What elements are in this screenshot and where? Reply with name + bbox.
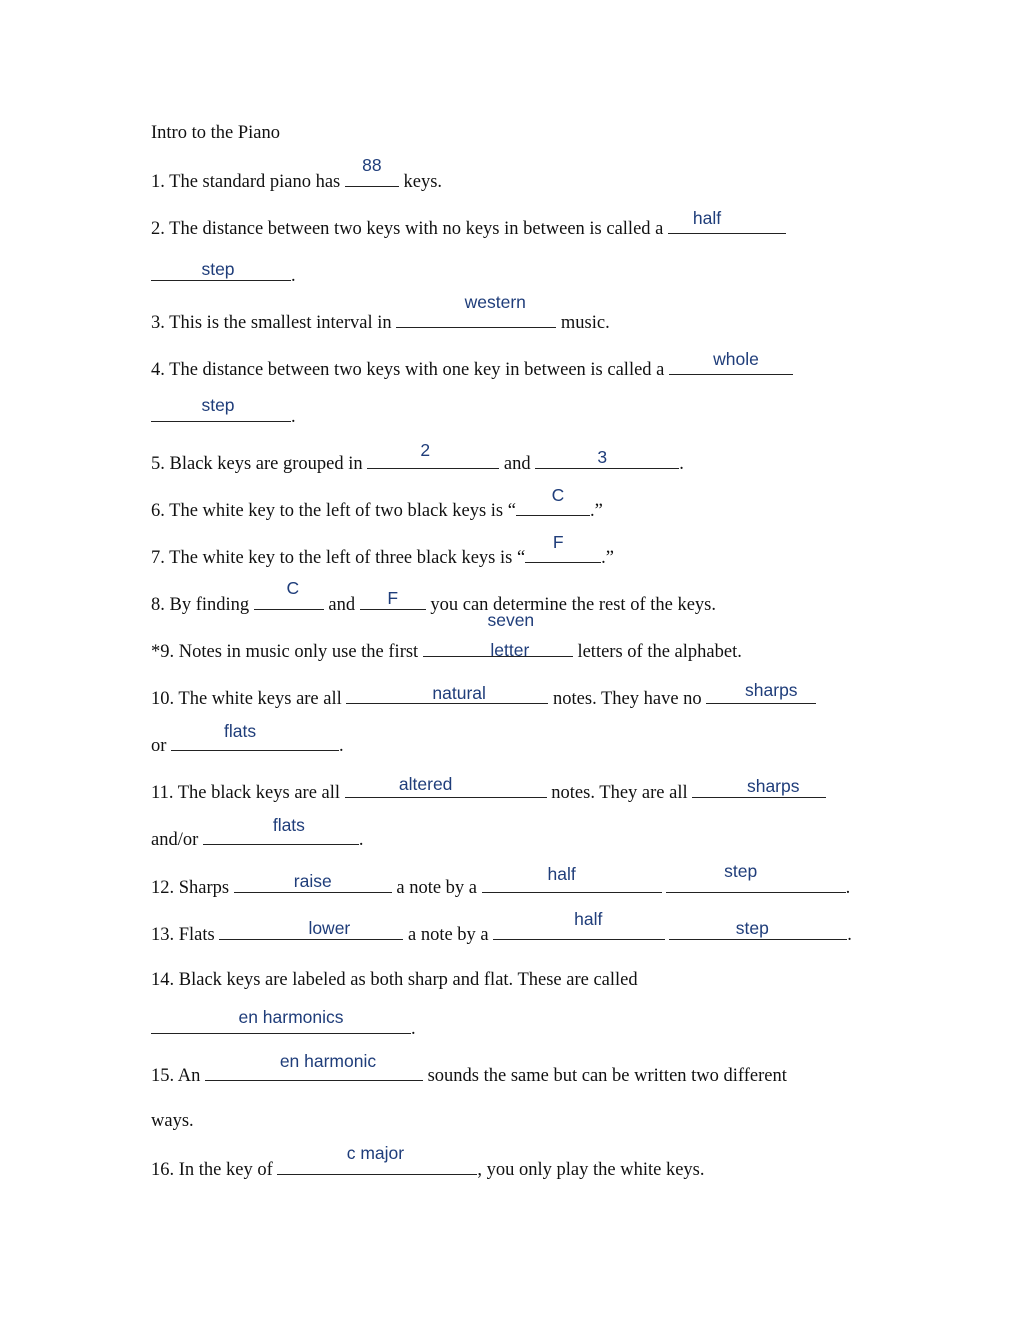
question-text: 13. Flats — [151, 925, 220, 945]
answer-text: half — [547, 864, 576, 884]
question-text: . — [847, 925, 852, 945]
question-text: letters of the alphabet. — [572, 642, 742, 662]
question-text: . — [411, 1019, 416, 1039]
answer-text: western — [464, 292, 526, 312]
answer-blank[interactable] — [669, 349, 793, 375]
question-text: . — [679, 454, 684, 474]
answer-text: raise — [293, 871, 332, 891]
question-text: 16. In the key of — [151, 1160, 278, 1180]
answer-blank[interactable] — [668, 208, 786, 234]
question-10 — [151, 680, 816, 711]
question-text: . — [291, 266, 296, 286]
question-text: keys. — [398, 172, 443, 192]
answer-text: flats — [223, 721, 257, 741]
question-text: sounds the same but can be written two different — [422, 1066, 787, 1086]
question-2-continued — [151, 259, 296, 288]
question-text: and — [323, 595, 360, 615]
question-text: notes. They are all — [546, 783, 693, 803]
question-5 — [151, 440, 684, 476]
answer-text: step — [735, 918, 769, 938]
question-text: 15. An — [151, 1066, 205, 1086]
question-7 — [151, 532, 615, 570]
answer-blank[interactable] — [203, 815, 359, 845]
question-text: 3. This is the smallest interval in — [151, 313, 397, 333]
question-9 — [151, 610, 742, 664]
answer-blank[interactable] — [669, 918, 847, 940]
answer-blank[interactable] — [151, 395, 291, 422]
answer-text: step — [201, 395, 235, 415]
question-text: 4. The distance between two keys with one key in between is called a — [151, 360, 670, 380]
question-16 — [151, 1143, 705, 1182]
answer-text: F — [387, 588, 399, 608]
answer-blank[interactable] — [692, 776, 826, 798]
question-text: 10. The white keys are all — [151, 689, 347, 709]
answer-text: half — [692, 208, 722, 228]
answer-blank[interactable] — [346, 685, 548, 704]
answer-blank[interactable] — [525, 532, 601, 563]
question-12 — [151, 861, 851, 900]
question-text: .” — [589, 501, 603, 521]
question-10-continued — [151, 721, 344, 758]
answer-blank[interactable] — [482, 864, 662, 893]
answer-blank[interactable] — [666, 861, 846, 893]
question-text: 6. The white key to the left of two black keys is “ — [151, 501, 516, 521]
question-text: you can determine the rest of the keys. — [425, 595, 716, 615]
question-2 — [151, 208, 786, 241]
answer-blank[interactable] — [706, 680, 816, 704]
question-text: *9. Notes in music only use the first — [151, 642, 423, 662]
question-14 — [151, 968, 638, 992]
answer-blank[interactable] — [277, 1143, 477, 1175]
question-text: . — [358, 830, 364, 850]
answer-blank[interactable] — [360, 588, 426, 610]
question-15-continued — [151, 1109, 194, 1133]
question-text: music. — [556, 313, 610, 333]
answer-blank[interactable] — [396, 292, 556, 328]
answer-blank[interactable] — [219, 918, 403, 940]
question-15 — [151, 1051, 787, 1088]
answer-blank[interactable] — [535, 447, 679, 469]
question-text: 8. By finding — [151, 595, 254, 615]
question-text: and — [499, 454, 536, 474]
question-11-continued — [151, 815, 364, 852]
answer-blank[interactable] — [423, 610, 573, 660]
answer-text: seven — [487, 610, 535, 630]
answer-text: whole — [713, 349, 759, 369]
question-text: . — [339, 736, 344, 756]
answer-text: step — [724, 861, 758, 881]
answer-blank[interactable] — [254, 578, 324, 610]
question-4 — [151, 349, 793, 382]
question-13 — [151, 909, 852, 947]
answer-text: half — [574, 909, 603, 929]
question-text: a note by a — [403, 925, 494, 945]
question-14-continued — [151, 1007, 416, 1041]
answer-text: 2 — [420, 440, 431, 460]
question-text: 11. The black keys are all — [151, 783, 345, 803]
answer-text: en harmonics — [238, 1007, 344, 1027]
answer-blank[interactable] — [151, 1007, 411, 1034]
answer-text: altered — [398, 774, 453, 794]
answer-text: natural — [432, 683, 486, 703]
answer-blank[interactable] — [171, 721, 339, 751]
answer-text: c major — [346, 1143, 405, 1163]
answer-blank[interactable] — [516, 485, 590, 516]
question-text: 1. The standard piano has — [151, 172, 345, 192]
answer-blank[interactable] — [345, 774, 547, 798]
question-text: 7. The white key to the left of three black keys is “ — [151, 548, 526, 568]
question-8 — [151, 578, 716, 617]
answer-blank[interactable] — [205, 1051, 423, 1081]
question-text: , you only play the white keys. — [477, 1160, 705, 1180]
question-4-continued — [151, 395, 296, 429]
answer-text: 88 — [362, 155, 382, 175]
answer-blank[interactable] — [345, 155, 399, 187]
question-text: . — [291, 407, 296, 427]
answer-text: en harmonic — [279, 1051, 377, 1071]
question-text: or — [151, 736, 172, 756]
question-text: 14. Black keys are labeled as both sharp and flat. These are called — [151, 970, 638, 990]
answer-text: letter — [490, 640, 530, 660]
question-1 — [151, 155, 443, 194]
question-text: 2. The distance between two keys with no keys in between is called a — [151, 219, 668, 239]
answer-blank[interactable] — [151, 259, 291, 281]
answer-text: flats — [272, 815, 305, 835]
answer-text: C — [551, 485, 565, 505]
question-text: 5. Black keys are grouped in — [151, 454, 368, 474]
answer-text: lower — [308, 918, 351, 938]
answer-text: step — [201, 259, 235, 279]
answer-blank[interactable] — [234, 871, 392, 893]
worksheet-title: Intro to the Piano — [151, 123, 280, 143]
question-11 — [151, 774, 826, 805]
question-text: . — [845, 878, 851, 898]
answer-text: C — [286, 578, 300, 598]
question-3 — [151, 292, 610, 335]
question-text: and/or — [151, 830, 203, 850]
question-text: a note by a — [391, 878, 482, 898]
answer-text: sharps — [745, 680, 798, 700]
question-6 — [151, 485, 603, 523]
answer-text: sharps — [746, 776, 800, 796]
answer-blank[interactable] — [493, 909, 665, 940]
question-text: ways. — [151, 1111, 194, 1131]
question-text: .” — [601, 548, 615, 568]
answer-text: F — [552, 532, 564, 552]
answer-blank[interactable] — [367, 440, 499, 469]
question-text: notes. They have no — [548, 689, 707, 709]
question-text: 12. Sharps — [151, 878, 234, 898]
answer-text: 3 — [597, 447, 608, 467]
